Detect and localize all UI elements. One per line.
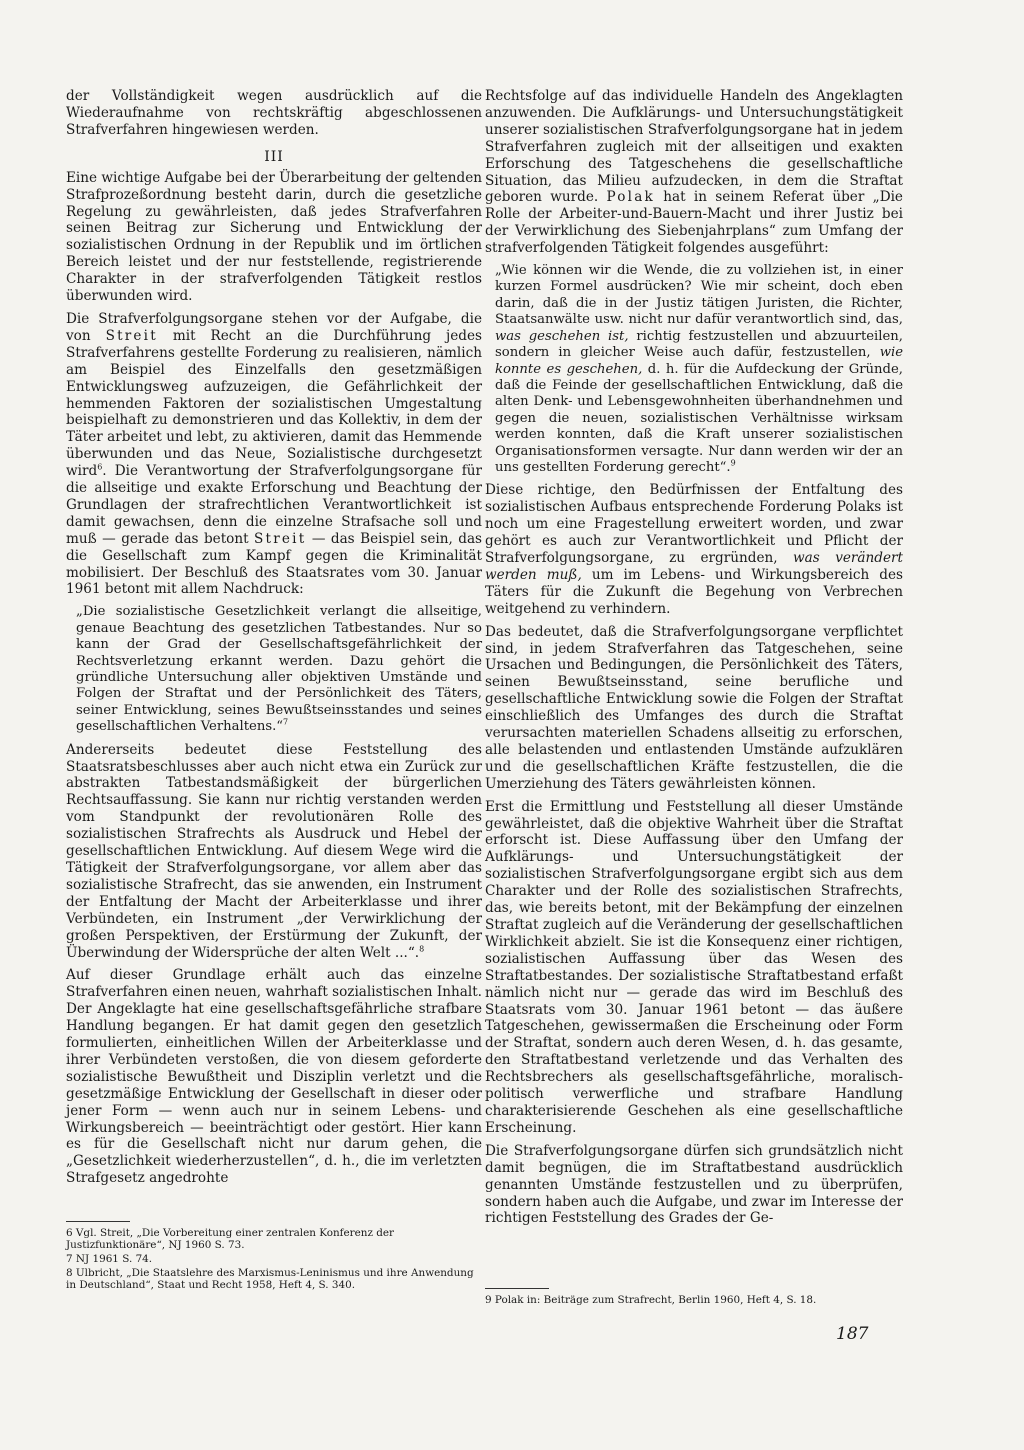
text-run: . Die Verantwortung der Strafverfolgungsorgane für die allseitige und exakte Erforschung und Beachtung der Grundlagen der strafrechtlichen Verantwortlichkeit ist damit gewachsen, denn die einzelne Strafsache soll und muß — gerade das betont [66,463,482,547]
paragraph: Das bedeutet, daß die Strafverfolgungsorgane verpflichtet sind, in jedem Strafverfahren das Tatgeschehen, seine Ursachen und Bedingungen, die Persönlichkeit des Täters, seinen Bewußtseinsstand, seine berufliche und gesellschaftliche Entwicklung sowie die Folgen der Straftat einschließlich des Umfanges des durch die Straftat verursachten materiellen Schadens allseitig zu erforschen, alle belastenden und entlastenden Umstände aufzuklären und die gesellschaftlichen Kräfte festzustellen, die die Umerziehung des Täters gewährleisten können. [485,623,903,792]
text-run: hat in seinem Referat über „Die Rolle der Arbeiter-und-Bauern-Macht und ihrer Justiz bei der Verwirklichung des Siebenjahrplans“ zum Umfang der strafverfolgenden Tätigkeit folgendes ausgeführt: [485,189,903,257]
section-heading: III [264,148,284,165]
block-quote [76,604,482,735]
quote-text: „Die sozialistische Gesetzlichkeit verlangt die allseitige, genaue Beachtung des gesetzlichen Tatbestandes. Nur so kann der Grad der Gesellschaftsgefährlichkeit der Rechtsverletzung erkannt werden. Dazu gehört die gründliche Untersuchung aller objektiven Umstände und Folgen der Straftat und der Persönlichkeit des Täters, seiner Entwicklung, seines Bewußtseinsstandes und seines gesellschaftlichen Verhaltens.“ [76,604,482,735]
paragraph: Auf dieser Grundlage erhält auch das einzelne Strafverfahren einen neuen, wahrhaft sozialistischen Inhalt. Der Angeklagte hat eine gesellschaftsgefährliche strafbare Handlung begangen. Er hat damit gegen den gesetzlich formulierten, einheitlichen Willen der Arbeiterklasse und ihrer Verbündeten verstoßen, die von diesem geforderte sozialistische Bewußtheit und Disziplin verletzt und die gesetzmäßige Entwicklung der Gesellschaft in dieser oder jener Form — wenn auch nur in seinem Lebens- und Wirkungsbereich — beeinträchtigt oder gestört. Hier kann es für die Gesellschaft nicht nur darum gehen, die „Gesetzlichkeit wiederherzustellen“, d. h., die im verletzten Strafgesetz angedrohte [66,967,482,1187]
footnote-rule [66,1221,130,1222]
footnote-ref: 8 [419,943,425,953]
paragraph: der Vollständigkeit wegen ausdrücklich auf die Wiederaufnahme von rechtskräftig abgeschlossenen Strafverfahren hingewiesen werden. [66,88,482,138]
quote-text: richtig festzustellen und abzuurteilen, sondern in gleicher Weise auch dafür, festzustellen, [495,328,903,361]
author-name: Streit [254,530,307,547]
text-run: Rechtsfolge auf das individuelle Handeln des Angeklagten anzuwenden. Die Aufklärungs- und Untersuchungstätigkeit unserer sozialistischen Strafverfolgungsorgane hat in jedem Strafverfahren zugleich mit der allseitigen und exakten Erforschung des Tatgeschehens die gesellschaftliche Situation, das Milieu aufzudecken, in dem die Straftat geboren wurde. [485,88,903,206]
quote-text: d. h. für die Aufdeckung der Gründe, daß die Feinde der gesellschaftlichen Entwicklung, daß die alten Denk- und Lebensgewohnheiten überhandnehmen und gegen die neuen, sozialistischen Verhältnisse wirksam werden konnten, daß die Kraft unserer sozialistischen Organisationsformen versagte. Nur dann werden wir der an uns gestellten Forderung gerecht“. [495,361,903,475]
footnote-rule [485,1288,549,1289]
quote-text: „Wie können wir die Wende, die zu vollziehen ist, in einer kurzen Formel ausdrücken? Wie mir scheint, doch eben darin, daß die in der Justiz tätigen Juristen, die Richter, Staatsanwälte usw. nicht nur dafür verantwortlich sind, das, [495,263,903,328]
footnote: 7 NJ 1961 S. 74. [66,1253,153,1265]
footnote: 8 Ulbricht, „Die Staatslehre des Marxismus-Leninismus und ihre Anwendung in Deutschland“, Staat und Recht 1958, Heft 4, S. 340. [66,1267,474,1291]
text-run: um im Lebens- und Wirkungsbereich des Täters für die Zukunft die Begehung von Verbrechen weitgehend zu verhindern. [485,566,903,617]
footnote: 9 Polak in: Beiträge zum Strafrecht, Berlin 1960, Heft 4, S. 18. [485,1294,817,1306]
paragraph [485,88,903,257]
emphasis: was geschehen ist, [495,328,629,344]
footnote-ref: 9 [730,458,736,468]
paragraph [66,311,482,598]
footnotes-right [485,1280,903,1308]
text-run: mit Recht an die Durchführung jedes Strafverfahrens gestellte Forderung zu realisieren, nämlich am Beispiel des Einzelfalls den gesetzmäßigen Entwicklungsweg aufzuzeigen, die Gefährlichkeit der hemmenden Faktoren der sozialistischen Umgestaltung beispielhaft zu demonstrieren und das Kollektiv, in dem der Täter arbeitet und lebt, zu aktivieren, damit das Hemmende überwunden und das Neue, Sozialistische durchgesetzt wird [66,327,483,480]
footnotes-left [66,1213,482,1293]
footnote: 6 Vgl. Streit, „Die Vorbereitung einer zentralen Konferenz der Justizfunktionäre“, NJ 1960 S. 73. [66,1227,395,1251]
footnote-ref: 6 [97,462,103,472]
paragraph: Eine wichtige Aufgabe bei der Überarbeitung der geltenden Strafprozeßordnung besteht darin, durch die gesetzliche Regelung zu gewährleisten, daß jedes Strafverfahren seinen Beitrag zur Sicherung und Entwicklung der sozialistischen Ordnung in der Republik und im örtlichen Bereich leistet und der nur feststellende, registrierende Charakter in der strafverfolgenden Tätigkeit restlos überwunden wird. [66,169,482,305]
emphasis: was verändert werden muß, [485,549,903,583]
emphasis: wie konnte es geschehen, [495,345,903,377]
paragraph: Erst die Ermittlung und Feststellung all dieser Umstände gewährleistet, daß die objektive Wahrheit über die Straftat erforscht ist. Diese Auffassung über den Umfang der Aufklärungs- und Untersuchungstätigkeit der sozialistischen Strafverfolgungsorgane ergibt sich aus dem Charakter und der Rolle des sozialistischen Strafrechts, das, wie bereits betont, mit der Bekämpfung der einzelnen Straftat zugleich auf die Veränderung der gesellschaftlichen Wirklichkeit abzielt. Sie ist die Konsequenz einer richtigen, sozialistischen Auffassung über das Wesen des Straftatbestandes. Der sozialistische Straftatbestand erfaßt nämlich nicht nur — gerade das wird im Beschluß des Staatsrats vom 30. Januar 1961 betont — das äußere Tatgeschehen, gewissermaßen die Erscheinung oder Form der Straftat, sondern auch deren Wesen, d. h. das gesamte, den Straftatbestand verletzende und das Verhalten des Rechtsbrechers als gesellschaftsgefährliche, moralisch-politisch verwerfliche und strafbare Handlung charakterisierende Geschehen als eine gesellschaftliche Erscheinung. [485,798,903,1136]
text-run: — das Beispiel sein, das die Gesellschaft zum Kampf gegen die Kriminalität mobilisiert. Der Beschluß des Staatsrates vom 30. Januar 1961 betont mit allem Nachdruck: [66,530,483,598]
text-run: Die Strafverfolgungsorgane stehen vor der Aufgabe, die von [66,310,482,344]
author-name: Polak [606,189,655,206]
block-quote [495,263,903,476]
paragraph: Die Strafverfolgungsorgane dürfen sich grundsätzlich nicht damit begnügen, die im Straftatbestand ausdrücklich genannten Umstände festzustellen und zu überprüfen, sondern haben auch die Aufgabe, und zwar im Interesse der richtigen Feststellung des Grades der Ge- [485,1142,903,1227]
right-column [485,88,903,1233]
author-name: Streit [105,327,158,344]
text-run: Diese richtige, den Bedürfnissen der Entfaltung des sozialistischen Aufbaus entsprechende Forderung Polaks ist noch um eine Fragestellung erweitert worden, und zwar gehört es auch zur Verantwortlichkeit und Pflicht der Strafverfolgungsorgane, zu ergründen, [485,482,903,566]
text-run: Andererseits bedeutet diese Feststellung des Staatsratsbeschlusses aber auch nicht etwa ein Zurück zur abstrakten Tatbestandsmäßigkeit der bürgerlichen Rechtsauffassung. Sie kann nur richtig verstanden werden vom Standpunkt der revolutionären Rolle des sozialistischen Strafrechts als Ausdruck und Hebel der gesellschaftlichen Entwicklung. Auf diesem Wege wird die Tätigkeit der Strafverfolgungsorgane, vor allem aber das sozialistische Strafrecht, das sie anwenden, ein Instrument der Entfaltung der Macht der Arbeiterklasse und ihrer Verbündeten, ein Instrument „der Verwirklichung der großen Perspektiven, der Erstürmung der Zukunft, der Überwindung der Widersprüche der alten Welt ...“. [66,741,482,961]
paragraph [485,482,903,617]
left-column [66,88,482,1193]
page-number: 187 [836,1324,869,1344]
paragraph [66,742,482,962]
footnote-ref: 7 [283,717,289,727]
